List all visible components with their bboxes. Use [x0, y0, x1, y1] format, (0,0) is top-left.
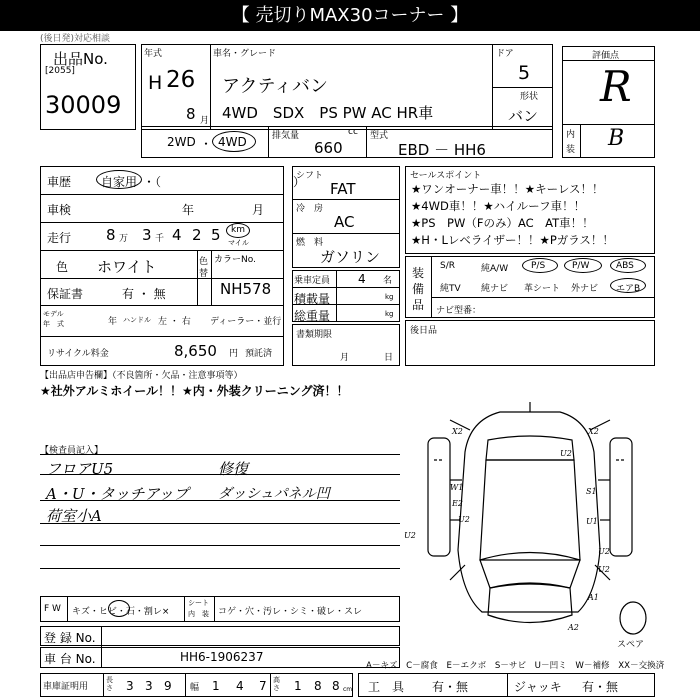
diagram-mark-u2-right-2: U2 — [598, 565, 610, 574]
model-year-year: 年 — [108, 317, 118, 327]
capacity-value: 4 — [358, 272, 366, 286]
notes-label: 【出品店申告欄】（不良箇所・欠品・注意事項等） — [40, 371, 243, 381]
diagram-mark-x2-right: X2 — [588, 427, 599, 436]
drive-2wd: 2WD — [167, 135, 196, 149]
interior-label-1: 内 — [566, 130, 576, 140]
model-code-value: EBD － HH6 — [398, 141, 486, 159]
diagram-mark-u2-top: U2 — [560, 449, 572, 458]
dealer-label: ディーラー・並行 — [210, 317, 282, 327]
jack-label: ジャッキ — [514, 680, 562, 694]
inspector-label: 【検査員記入】 — [40, 446, 104, 456]
damage-legend: A－キズ C－腐食 E－エクボ S－サビ U－凹ミ W－補修 XX－交換済 — [366, 661, 665, 671]
model-label: 車名・グレード — [213, 49, 277, 59]
equip-leather: 革シート — [524, 284, 561, 294]
equip-airbag: エアB — [616, 284, 641, 294]
mileage-d5: 5 — [211, 226, 221, 244]
load-unit: kg — [385, 293, 394, 301]
color-label: 色 — [56, 260, 69, 274]
spare-label: スペア — [617, 640, 645, 650]
history-value: 自家用 — [101, 175, 138, 189]
inspector-right-1: 修復 — [218, 460, 249, 478]
mileage-km: km — [231, 225, 245, 235]
equip-ext-navi: 外ナビ — [571, 284, 599, 294]
navi-model-label: ナビ型番： — [436, 306, 482, 316]
capacity-label: 乗車定員 — [294, 276, 331, 286]
diagram-mark-u2-left: U2 — [458, 515, 470, 524]
year-month: 8 — [186, 105, 196, 123]
equipment-label-1: 装 — [412, 266, 425, 280]
shift-value: FAT — [330, 180, 356, 198]
mileage-label: 走行 — [47, 231, 72, 245]
displacement-unit: cc — [348, 127, 358, 137]
equip-sr: S/R — [440, 261, 455, 271]
ac-label: 冷 房 — [296, 204, 324, 214]
left-side-panel — [428, 438, 450, 556]
car-windshield — [480, 553, 580, 589]
mileage-d2: 3 — [142, 226, 152, 244]
chassis-label: 車 台 No. — [44, 652, 96, 666]
sale-point-line-2: ★4WD車！！★ハイルーフ車！！ — [411, 199, 586, 213]
cert-d3-0: 1 — [294, 679, 302, 693]
score-label: 評価点 — [592, 51, 620, 61]
model-year-label-2: 年 式 — [43, 320, 64, 328]
equipment-label-3: 品 — [412, 298, 425, 312]
fuel-label: 燃 料 — [296, 238, 324, 248]
interior-value: B — [608, 126, 625, 151]
car-roof-outline — [480, 460, 580, 560]
diagram-mark-x2-left: X2 — [452, 427, 463, 436]
doors-value: 5 — [518, 62, 531, 84]
registration-label: 登 録 No. — [44, 631, 96, 645]
cert-l2: 幅 — [190, 683, 200, 693]
diagram-mark-s1: S1 — [586, 487, 597, 496]
history-rest: ・（ ） — [143, 175, 306, 189]
sale-point-line-1: ★ワンオーナー車！！★キーレス！！ — [411, 182, 604, 196]
cert-l1: 長さ — [106, 676, 113, 692]
diagram-mark-a2: A2 — [568, 623, 579, 632]
capacity-unit: 名 — [383, 276, 393, 286]
tools-value: 有・無 — [432, 680, 469, 694]
warranty-label: 保証書 — [47, 287, 84, 301]
recycle-label: リサイクル料金 — [47, 349, 109, 359]
sale-points-label: セールスポイント — [410, 171, 482, 181]
cert-d2-1: 4 — [236, 679, 244, 693]
body-type-value: バン — [508, 107, 539, 125]
inspector-line-2: A・U・タッチアップ — [46, 485, 189, 503]
drive-4wd: 4WD — [218, 135, 247, 149]
notes-text: ★社外アルミホイール！！★内・外装クリーニング済！！ — [40, 384, 349, 398]
history-label: 車歴 — [47, 175, 72, 189]
color-change-2: 替 — [199, 269, 209, 279]
car-body-outline — [458, 412, 600, 612]
cert-d1-2: 9 — [164, 679, 172, 693]
chassis-value: HH6-1906237 — [180, 650, 264, 664]
inspection-year: 年 — [182, 203, 195, 217]
equip-tv: 純TV — [440, 284, 461, 294]
lot-sub: [2055] — [45, 66, 75, 76]
equip-navi: 純ナビ — [481, 284, 509, 294]
sale-point-line-3: ★PS PW（Fのみ）AC AT車！！ — [411, 216, 594, 230]
fw-label: F W — [44, 604, 61, 614]
title-banner: 【 売切りMAX30コーナー 】 — [0, 0, 700, 31]
inspector-line-1: フロアU5 — [46, 460, 114, 478]
drive-sep: ・ — [200, 137, 213, 151]
equip-abs-circle — [610, 258, 646, 273]
color-code-label: カラーNo. — [214, 255, 256, 265]
equip-abs: ABS — [616, 261, 634, 271]
fw-seat-2: 内 装 — [188, 610, 209, 618]
lot-box — [40, 44, 136, 130]
jack-value: 有・無 — [582, 680, 619, 694]
year-month-unit: 月 — [200, 116, 210, 126]
handle-lr: 左 ・ 右 — [158, 317, 191, 327]
inspection-month: 月 — [252, 203, 265, 217]
mileage-d4: 2 — [192, 226, 202, 244]
diagram-mark-u1: U1 — [586, 517, 598, 526]
color-code: NH578 — [220, 280, 272, 298]
cert-d1-1: 3 — [145, 679, 153, 693]
displacement-label: 排気量 — [272, 131, 300, 141]
car-damage-diagram — [404, 390, 655, 658]
cert-d3-1: 8 — [314, 679, 322, 693]
shift-label: シフト — [296, 171, 324, 181]
fw-seat-items: コゲ・穴・汚レ・シミ・破レ・スレ — [218, 607, 363, 617]
year-num: 26 — [166, 67, 196, 93]
mileage-u1: 万 — [119, 234, 129, 244]
equip-pw: P/W — [572, 261, 590, 271]
docs-month: 月 — [340, 353, 350, 363]
arrival-box — [405, 320, 655, 366]
equipment-label-2: 備 — [412, 282, 425, 296]
gross-unit: kg — [385, 310, 394, 318]
model-grade: 4WD SDX PS PW AC HR車 — [222, 104, 434, 122]
cert-d2-0: 1 — [212, 679, 220, 693]
diagram-mark-e2: E2 — [452, 499, 463, 508]
handle-label: ハンドル — [123, 316, 151, 324]
mileage-d3: 4 — [172, 226, 182, 244]
tools-label: 工 具 — [368, 680, 405, 694]
diagram-mark-u2-right-1: U2 — [598, 547, 610, 556]
load-label: 積載量 — [294, 292, 331, 306]
color-change-1: 色 — [199, 257, 209, 267]
body-type-label: 形状 — [520, 92, 539, 102]
model-code-label: 型式 — [370, 131, 389, 141]
inspector-line-3: 荷室小A — [46, 507, 102, 525]
fw-seat-1: シート — [188, 599, 209, 607]
diagram-mark-u2-far-left: U2 — [404, 531, 416, 540]
score-value: R — [600, 62, 632, 111]
model-name: アクティバン — [222, 76, 329, 97]
warranty-value: 有 ・ 無 — [122, 287, 166, 301]
lot-number: 30009 — [45, 91, 122, 119]
recycle-note: 預託済 — [245, 349, 273, 359]
fw-items: キズ・ヒビ・石・割レ× — [72, 607, 170, 617]
docs-label: 書類期限 — [296, 330, 333, 340]
arrival-label: 後日品 — [410, 326, 438, 336]
year-label: 年式 — [144, 49, 163, 59]
docs-day: 日 — [384, 353, 394, 363]
diagram-mark-a1: A1 — [588, 593, 599, 602]
sale-point-line-4: ★H・Lレベライザー！！★Pガラス！！ — [411, 233, 614, 247]
inspection-label: 車検 — [47, 203, 72, 217]
mileage-mile: マイル — [228, 239, 249, 247]
doors-label: ドア — [496, 49, 514, 59]
displacement-value: 660 — [314, 139, 343, 157]
lot-label: 出品No. — [53, 50, 108, 68]
mileage-u2: 千 — [155, 234, 165, 244]
recycle-value: 8,650 — [174, 342, 217, 360]
car-hood — [488, 584, 572, 623]
mileage-d1: 8 — [106, 226, 116, 244]
color-value: ホワイト — [97, 258, 157, 276]
fw-circle — [108, 600, 130, 617]
fuel-value: ガソリン — [320, 248, 381, 266]
top-faint-text: (後日発)対応相談 — [40, 34, 111, 44]
cert-d2-2: 7 — [259, 679, 267, 693]
diagram-mark-w1: W1 — [450, 483, 464, 492]
equip-aw: 純A/W — [481, 264, 509, 274]
cert-label: 車庫証明用 — [43, 682, 89, 692]
model-year-label-1: モデル — [43, 310, 64, 318]
ac-value: AC — [334, 213, 355, 231]
right-side-panel — [610, 438, 632, 556]
spare-tire-icon — [620, 602, 646, 634]
cert-unit: cm — [343, 686, 353, 693]
recycle-unit: 円 — [229, 349, 239, 359]
year-era: H — [148, 72, 163, 94]
cert-d1-0: 3 — [126, 679, 134, 693]
cert-d3-2: 8 — [332, 679, 340, 693]
equip-ps: P/S — [531, 261, 546, 271]
cert-l3: 高さ — [273, 676, 280, 692]
gross-label: 総重量 — [294, 309, 331, 323]
inspector-right-2: ダッシュパネル凹 — [218, 486, 330, 502]
interior-label-2: 装 — [566, 145, 576, 155]
